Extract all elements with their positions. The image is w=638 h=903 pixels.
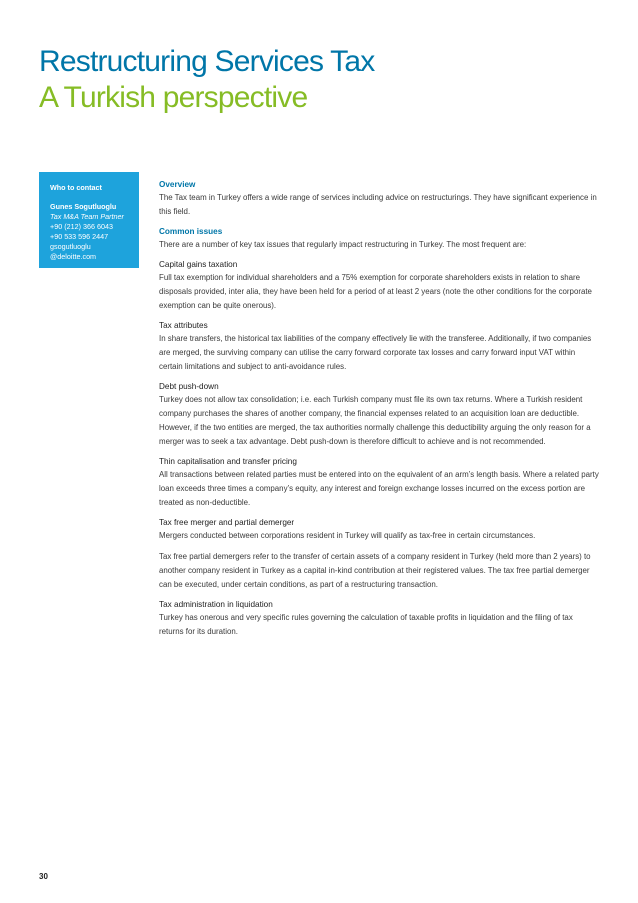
section-common-issues bbox=[159, 226, 599, 252]
section-title: Capital gains taxation bbox=[159, 260, 238, 269]
contact-phone-1: +90 (212) 366 6043 bbox=[50, 222, 113, 231]
section-tax-administration-in-liquidation bbox=[159, 599, 599, 639]
contact-name: Gunes Sogutluoglu bbox=[50, 202, 117, 211]
section-title: Thin capitalisation and transfer pricing bbox=[159, 457, 297, 466]
section-tax-attributes bbox=[159, 320, 599, 374]
section-title: Overview bbox=[159, 180, 196, 189]
contact-role: Tax M&A Team Partner bbox=[50, 212, 124, 221]
section-overview bbox=[159, 179, 599, 219]
main-content bbox=[159, 179, 599, 646]
contact-heading: Who to contact bbox=[50, 183, 102, 192]
section-title: Tax attributes bbox=[159, 321, 208, 330]
contact-phone-2: +90 533 596 2447 bbox=[50, 232, 109, 241]
contact-box bbox=[39, 172, 139, 268]
section-paragraph: Tax free partial demergers refer to the transfer of certain assets of a company resident in Turkey (held more than 2 years) to another company resident in Turkey as a capital in-kind contribution at their registered values. The tax free partial demerger can be executed, under certain conditions, as part of a restructuring transaction. bbox=[159, 552, 591, 589]
section-thin-capitalisation-and-transfer-pricing bbox=[159, 456, 599, 510]
title-line-1: Restructuring Services Tax bbox=[39, 45, 375, 78]
section-paragraph: Turkey has onerous and very specific rules governing the calculation of taxable profits in liquidation and the filing of tax returns for its duration. bbox=[159, 613, 573, 636]
section-title: Tax free merger and partial demerger bbox=[159, 518, 295, 527]
page-title bbox=[39, 44, 374, 116]
section-title: Common issues bbox=[159, 227, 223, 236]
section-paragraph: Full tax exemption for individual shareholders and a 75% exemption for corporate shareholders exists in relation to share disposals provided, inter alia, they have been held for a period of at least 2 years (note the other conditions for the corporate exemption can be quite onerous). bbox=[159, 273, 592, 310]
section-paragraph: All transactions between related parties must be entered into on the equivalent of an arm’s length basis. Where a related party loan exceeds three times a company’s equity, any interest and foreign exchange losses incurred on the excess portion are treated as non-deductible. bbox=[159, 470, 599, 507]
contact-email-1[interactable]: gsogutluoglu bbox=[50, 242, 91, 251]
section-paragraph: Mergers conducted between corporations resident in Turkey will qualify as tax-free in certain circumstances. bbox=[159, 531, 536, 540]
section-paragraph: Turkey does not allow tax consolidation; i.e. each Turkish company must file its own tax returns. Where a Turkish resident company purchases the shares of another company, the financial expenses related to an acquisition loan are deductible. However, if the two entities are merged, the tax authorities normally challenge this deductibility arguing the only reason for a merger was to seek a tax advantage. Debt push-down is therefore difficult to achieve and is not recommended. bbox=[159, 395, 591, 446]
section-debt-push-down bbox=[159, 381, 599, 449]
section-paragraph: There are a number of key tax issues that regularly impact restructuring in Turkey. The most frequent are: bbox=[159, 240, 527, 249]
section-capital-gains-taxation bbox=[159, 259, 599, 313]
contact-email-2[interactable]: @deloitte.com bbox=[50, 252, 97, 261]
section-tax-free-merger-and-partial-demerger bbox=[159, 517, 599, 592]
section-title: Tax administration in liquidation bbox=[159, 600, 273, 609]
section-paragraph: In share transfers, the historical tax liabilities of the company effectively lie with the transferee. Additionally, if two companies are merged, the surviving company can utilise the carry forward corporate tax losses and carry forward input VAT within certain limitations and subject to anti-avoidance rules. bbox=[159, 334, 592, 371]
section-paragraph: The Tax team in Turkey offers a wide range of services including advice on restructurings. They have significant experience in this field. bbox=[159, 193, 597, 216]
page-number: 30 bbox=[39, 872, 48, 881]
section-title: Debt push-down bbox=[159, 382, 219, 391]
title-line-2: A Turkish perspective bbox=[39, 81, 308, 114]
